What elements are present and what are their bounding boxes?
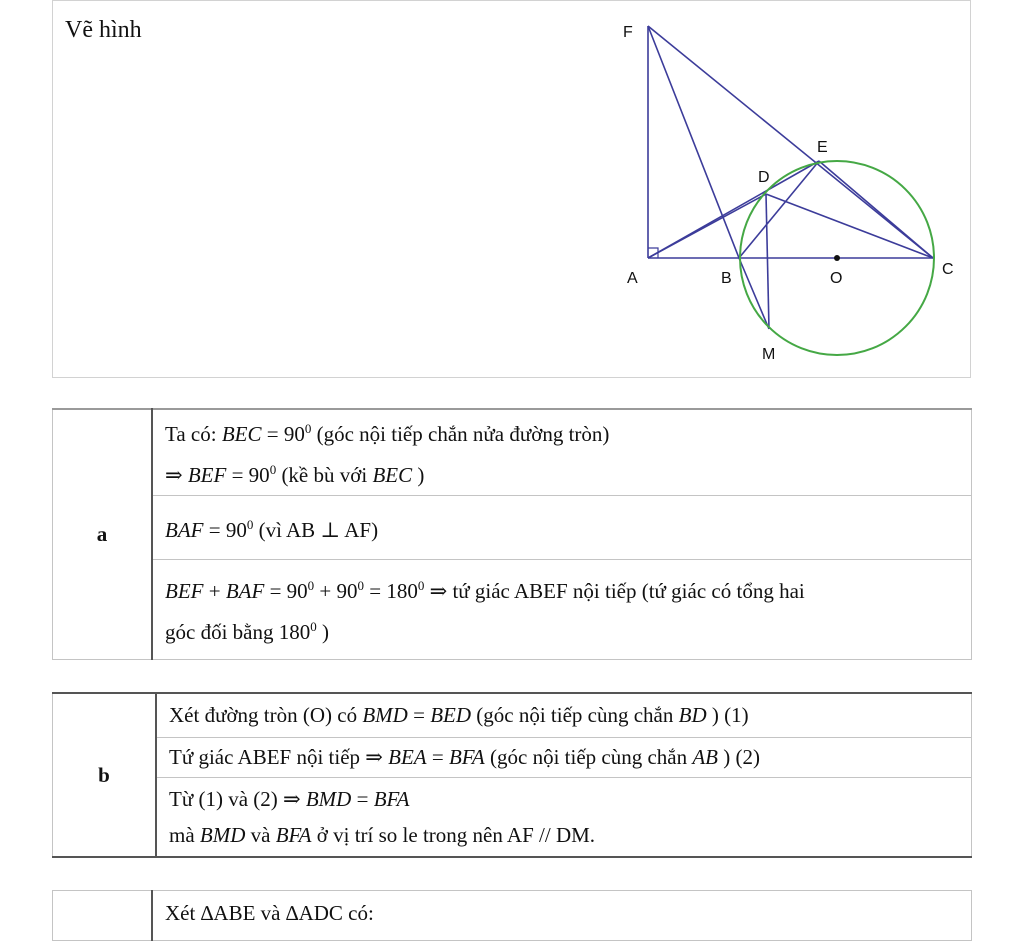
part-label-a: a: [53, 409, 153, 659]
part-label-b: b: [53, 693, 157, 857]
part-b-row-1: [156, 693, 972, 737]
part-b-line-3: Từ (1) và (2) ⇒ BMD = BFA: [169, 786, 410, 811]
point-label-a: A: [627, 270, 638, 287]
segment-dc: [766, 194, 933, 258]
part-a-line-2: ⇒ BEF = $90^0$ (kề bù với BEC ): [165, 462, 425, 488]
part-a-line-5: góc đối bằng $180^0$ ): [165, 619, 329, 644]
part-b-line-4: mà BMD và BFA ở vị trí so le trong nên AF // DM.: [169, 822, 596, 847]
segment-fb: [648, 26, 739, 258]
segment-dm: [766, 194, 769, 329]
solution-table-b: [52, 692, 972, 858]
segment-fc: [648, 26, 933, 258]
part-b-line-1: Xét đường tròn (O) có BMD = BED (góc nội tiếp cùng chắn BD ) (1): [169, 703, 749, 728]
solution-table-a: [52, 408, 972, 660]
part-label-c: [53, 891, 153, 941]
point-label-m: M: [762, 346, 776, 363]
part-b-line-2: Tứ giác ABEF nội tiếp ⇒ BEA = BFA (góc nội tiếp cùng chắn AB ) (2): [169, 745, 760, 769]
part-a-row-2: [152, 495, 972, 559]
center-o-dot: [834, 255, 840, 261]
part-b-row-3: [156, 777, 972, 857]
part-c-line-1: Xét ∆ABE và ∆ADC có:: [165, 901, 374, 925]
point-label-o: O: [830, 270, 843, 287]
solution-table-c: [52, 890, 972, 941]
point-label-c: C: [942, 261, 954, 278]
part-a-line-1: Ta có: BEC = $90^0$ (góc nội tiếp chắn nửa đường tròn): [165, 421, 610, 447]
segment-ad: [648, 194, 766, 258]
part-a-row-1: [152, 409, 972, 495]
figure-box: [52, 0, 971, 378]
point-label-f: F: [623, 24, 633, 41]
part-a-line-3: BAF = $90^0$ (vì AB ⊥ AF): [165, 516, 379, 542]
part-a-line-4: BEF + BAF = $90^0 + 90^0 = 180^0$ ⇒ tứ giác ABEF nội tiếp (tứ giác có tổng hai: [165, 578, 805, 603]
point-label-e: E: [817, 139, 828, 156]
segment-ec: [819, 161, 933, 258]
segment-bm: [739, 258, 769, 329]
point-label-b: B: [721, 270, 732, 287]
part-c-row-1: [152, 891, 972, 941]
part-b-row-2: [156, 737, 972, 777]
figure-title: Vẽ hình: [65, 17, 142, 43]
point-label-d: D: [758, 169, 770, 186]
part-a-row-3: [152, 559, 972, 659]
geometry-figure: [53, 1, 972, 379]
